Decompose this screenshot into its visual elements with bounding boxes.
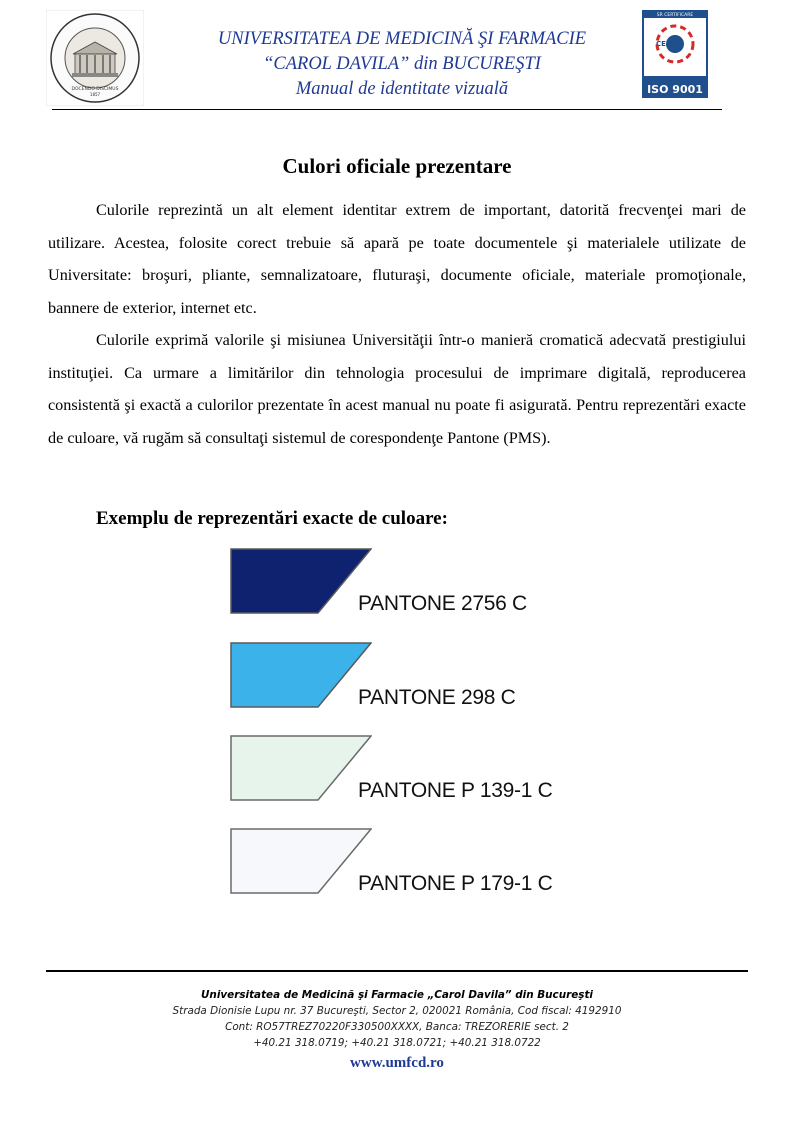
svg-text:CERT: CERT (656, 40, 676, 48)
footer-institution: Universitatea de Medicină şi Farmacie „Carol Davila” din Bucureşti (201, 989, 593, 1001)
swatch-shape (231, 549, 371, 613)
swatch-shape (231, 736, 371, 800)
swatch-pantone-298c (230, 642, 372, 708)
iso-certification-logo (642, 10, 708, 98)
swatch-pantone-p179-1c (230, 828, 372, 894)
university-name-line2: “CAROL DAVILA” din BUCUREŞTI (263, 54, 541, 74)
svg-text:SR CERTIFICARE: SR CERTIFICARE (656, 13, 694, 18)
university-seal-logo (46, 10, 144, 106)
footer-divider (46, 970, 748, 972)
swatch-shape (231, 643, 371, 707)
body-text (48, 194, 746, 454)
footer-website-link[interactable]: www.umfcd.ro (350, 1055, 444, 1071)
svg-text:1857: 1857 (89, 92, 101, 97)
footer-address: Strada Dionisie Lupu nr. 37 Bucureşti, Sector 2, 020021 România, Cod fiscal: 4192910 (172, 1005, 622, 1017)
paragraph-1: Culorile reprezintă un alt element identitar extrem de important, datorită frecvenţei mari de utilizare. Acestea, folosite corect trebuie să apară pe toate documentele şi materialele utilizate de Universitate: broşuri, pliante, semnalizatoare, fluturaşi, documente oficiale, materiale promoţionale, bannere de exterior, internet etc. (48, 201, 746, 317)
swatch-pantone-2756c (230, 548, 372, 614)
paragraph-2: Culorile exprimă valorile şi misiunea Universităţii într-o manieră cromatică adecvată prestigiului instituţiei. Ca urmare a limitărilor din tehnologia procesului de imprimare digitală, reproducerea consistentă şi exactă a culorilor prezentate în acest manual nu poate fi asigurată. Pentru reprezentări exacte de culoare, vă rugăm să consultaţi sistemul de corespondenţe Pantone (PMS). (48, 331, 746, 447)
footer-bank-account: Cont: RO57TREZ70220F330500XXXX, Banca: TREZORERIE sect. 2 (225, 1021, 569, 1033)
svg-text:DOCENDO DISCIMUS: DOCENDO DISCIMUS (71, 87, 119, 92)
pantone-label-1: PANTONE 2756 C (358, 592, 527, 615)
university-name-line1: UNIVERSITATEA DE MEDICINĂ ŞI FARMACIE (217, 29, 587, 49)
pantone-label-2: PANTONE 298 C (358, 686, 516, 709)
swatch-pantone-p139-1c (230, 735, 372, 801)
examples-heading: Exemplu de reprezentări exacte de culoare: (96, 508, 448, 529)
swatch-shape (231, 829, 371, 893)
svg-text:ISO 9001: ISO 9001 (647, 83, 703, 96)
pantone-label-3: PANTONE P 139-1 C (358, 779, 553, 802)
header-divider (52, 109, 722, 110)
manual-title: Manual de identitate vizuală (295, 79, 509, 99)
pantone-label-4: PANTONE P 179-1 C (358, 872, 553, 895)
footer-phone: +40.21 318.0719; +40.21 318.0721; +40.21 318.0722 (253, 1037, 541, 1049)
page-title: Culori oficiale prezentare (282, 154, 512, 178)
